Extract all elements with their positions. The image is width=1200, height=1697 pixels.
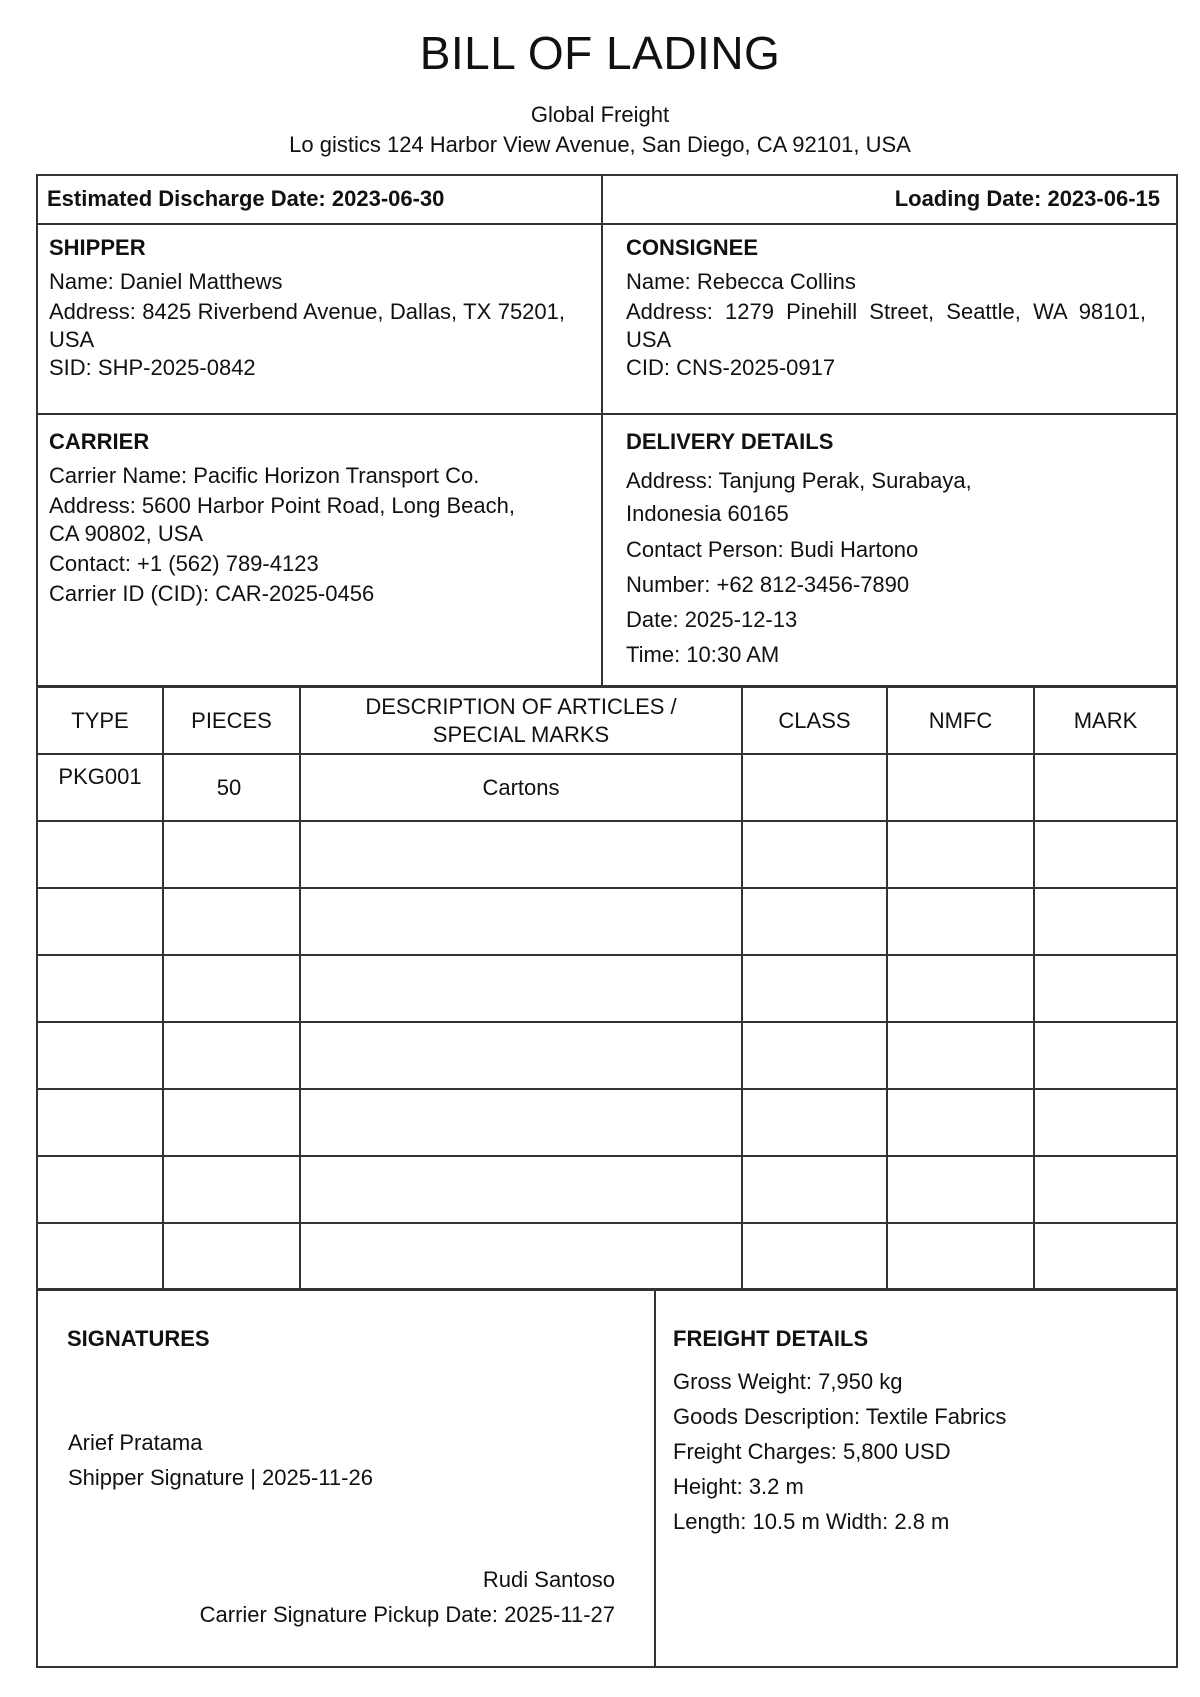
- divider: [886, 686, 888, 1289]
- company-name: Global Freight: [530, 102, 670, 127]
- divider: [741, 686, 743, 1289]
- signatures-heading: SIGNATURES: [67, 1326, 210, 1351]
- freight-charges: Freight Charges: 5,800 USD: [673, 1439, 951, 1464]
- delivery-contact: Contact Person: Budi Hartono: [626, 537, 919, 562]
- carrier-name: Carrier Name: Pacific Horizon Transport Co.: [49, 463, 480, 488]
- shipper-signer-name: Arief Pratama: [68, 1430, 203, 1455]
- divider: [36, 1222, 1178, 1224]
- divider: [36, 954, 1178, 956]
- shipper-name: Name: Daniel Matthews: [49, 269, 283, 294]
- carrier-signer-name: Rudi Santoso: [482, 1567, 615, 1592]
- col-header-mark: MARK: [1073, 707, 1138, 733]
- consignee-heading: CONSIGNEE: [626, 235, 759, 260]
- col-header-pieces: PIECES: [191, 707, 272, 733]
- shipper-heading: SHIPPER: [49, 235, 146, 260]
- col-header-description: DESCRIPTION OF ARTICLES / SPECIAL MARKS: [365, 693, 677, 747]
- carrier-id: Carrier ID (CID): CAR-2025-0456: [49, 581, 375, 606]
- delivery-number: Number: +62 812-3456-7890: [626, 572, 910, 597]
- col-header-nmfc: NMFC: [928, 707, 993, 733]
- document-title: BILL OF LADING: [419, 27, 781, 79]
- delivery-address: Address: Tanjung Perak, Surabaya, Indonesia 60165: [626, 468, 972, 526]
- consignee-cid: CID: CNS-2025-0917: [626, 355, 836, 380]
- delivery-section: [626, 428, 1066, 669]
- consignee-name: Name: Rebecca Collins: [626, 269, 856, 294]
- divider: [36, 1288, 1178, 1291]
- cell-type: PKG001: [58, 764, 142, 789]
- freight-height: Height: 3.2 m: [673, 1474, 804, 1499]
- cell-description: Cartons: [482, 774, 560, 800]
- carrier-signature-line: Carrier Signature Pickup Date: 2025-11-27: [199, 1602, 615, 1627]
- delivery-time: Time: 10:30 AM: [626, 642, 780, 667]
- freight-dimensions: Length: 10.5 m Width: 2.8 m: [673, 1509, 950, 1534]
- divider: [1033, 686, 1035, 1289]
- divider: [36, 223, 1178, 225]
- carrier-address: Address: 5600 Harbor Point Road, Long Beach, CA 90802, USA: [49, 493, 515, 546]
- goods-description: Goods Description: Textile Fabrics: [673, 1404, 1007, 1429]
- carrier-contact: Contact: +1 (562) 789-4123: [49, 551, 319, 576]
- divider: [36, 887, 1178, 889]
- shipper-signature-line: Shipper Signature | 2025-11-26: [68, 1465, 373, 1490]
- discharge-date: Estimated Discharge Date: 2023-06-30: [47, 186, 445, 211]
- gross-weight: Gross Weight: 7,950 kg: [673, 1369, 903, 1394]
- divider: [36, 1088, 1178, 1090]
- shipper-sid: SID: SHP-2025-0842: [49, 355, 256, 380]
- consignee-address: Address: 1279 Pinehill Street, Seattle, WA 98101, USA: [626, 299, 1146, 352]
- divider: [36, 413, 1178, 415]
- col-header-type: TYPE: [71, 707, 129, 733]
- col-header-class: CLASS: [778, 707, 851, 733]
- form-frame: [36, 174, 1178, 1668]
- freight-section: [673, 1325, 1006, 1536]
- divider: [36, 1155, 1178, 1157]
- carrier-section: [49, 428, 549, 608]
- cell-pieces: 50: [216, 774, 242, 800]
- carrier-heading: CARRIER: [49, 429, 150, 454]
- divider: [601, 174, 603, 686]
- consignee-section: [626, 234, 1146, 382]
- shipper-address: Address: 8425 Riverbend Avenue, Dallas, TX 75201, USA: [49, 299, 565, 352]
- divider: [654, 1290, 656, 1668]
- shipper-section: [49, 234, 565, 382]
- loading-date: Loading Date: 2023-06-15: [894, 186, 1160, 211]
- delivery-date: Date: 2025-12-13: [626, 607, 798, 632]
- delivery-heading: DELIVERY DETAILS: [626, 429, 834, 454]
- divider: [36, 1021, 1178, 1023]
- company-address: Lo gistics 124 Harbor View Avenue, San Diego, CA 92101, USA: [289, 132, 911, 157]
- divider: [36, 820, 1178, 822]
- freight-heading: FREIGHT DETAILS: [673, 1326, 869, 1351]
